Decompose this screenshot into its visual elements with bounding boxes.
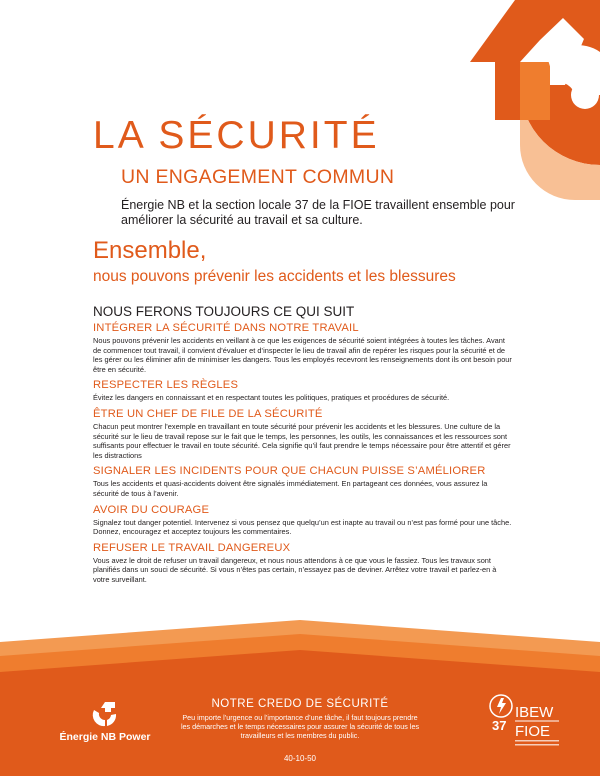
credo-text: Peu importe l’urgence ou l’importance d’une tâche, il faut toujours prendre les démarches et le temps nécessaires pour assurer la sécurité de tous les travailleurs et les membres du public. bbox=[180, 713, 420, 741]
section-body: Nous pouvons prévenir les accidents en veillant à ce que les exigences de sécurité soient intégrées à toutes les tâches. Avant de commencer tout travail, il convient d’évaluer et d’inspecter le lieu de travail afin de repérer les risques pour la sécurité et de les gérer ou les éliminer afin de minimiser les dangers. Tous les employés recevront les renseignements dont ils ont besoin pour être en sécurité. bbox=[93, 336, 512, 374]
commitment-heading: NOUS FERONS TOUJOURS CE QUI SUIT bbox=[93, 304, 355, 319]
credo-code: 40-10-50 bbox=[283, 754, 317, 763]
section-body: Vous avez le droit de refuser un travail dangereux, et nous nous attendons à ce que vous le fassiez. Tous les travaux sont planifiés dans un souci de sécurité. Si vous n’êtes pas certain, n’essayez pas de deviner. Arrêtez votre travail et parlez-en à votre surveillant. bbox=[93, 555, 497, 584]
commitments-list bbox=[93, 322, 513, 590]
section-title: AVOIR DU COURAGE bbox=[93, 503, 210, 516]
section-respect-rules bbox=[93, 379, 513, 403]
section-body: Tous les accidents et quasi-accidents doivent être signalés immédiatement. En partageant ces données, vous assurez la sécurité de tous à l’avenir. bbox=[93, 479, 488, 498]
together-subheading: nous pouvons prévenir les accidents et les blessures bbox=[93, 268, 456, 285]
section-refuse-unsafe-work bbox=[93, 542, 513, 585]
section-have-courage bbox=[93, 504, 513, 537]
credo-title: NOTRE CREDO DE SÉCURITÉ bbox=[211, 698, 389, 710]
section-safety-leader bbox=[93, 408, 513, 460]
nb-power-brand: Énergie NB Power bbox=[59, 731, 151, 743]
together-heading: Ensemble, bbox=[93, 237, 207, 264]
section-body: Chacun peut montrer l’exemple en travaillant en toute sécurité pour prévenir les accidents et les blessures. Une culture de la sécurité sur le lieu de travail repose sur le fait que le temps, les personnes, les outils, les connaissances et les ressources sont suffisants pour effectuer le travail en toute sécurité. Cela signifie qu’il faut prendre le temps nécessaire pour être attentif et gérer les distractions bbox=[93, 421, 511, 460]
section-report-incidents bbox=[93, 465, 513, 498]
union-acronym-en: IBEW bbox=[515, 704, 554, 721]
section-body: Signalez tout danger potentiel. Intervenez si vous pensez que quelqu’un est inapte au travail ou n’est pas formé pour une tâche. Donnez, encouragez et acceptez toujours les commentaires. bbox=[93, 517, 512, 537]
union-number: 37 bbox=[492, 718, 507, 733]
ibew-fioe-logo bbox=[487, 692, 562, 752]
section-title: RESPECTER LES RÈGLES bbox=[93, 379, 239, 392]
arrow-logo-graphic bbox=[400, 0, 600, 200]
section-title: ÊTRE UN CHEF DE FILE DE LA SÉCURITÉ bbox=[93, 407, 323, 420]
section-title: INTÉGRER LA SÉCURITÉ DANS NOTRE TRAVAIL bbox=[93, 322, 359, 334]
page-title: LA SÉCURITÉ bbox=[93, 114, 380, 157]
section-title: SIGNALER LES INCIDENTS POUR QUE CHACUN PUISSE S’AMÉLIORER bbox=[93, 465, 486, 478]
union-acronym-fr: FIOE bbox=[515, 723, 551, 740]
section-title: REFUSER LE TRAVAIL DANGEREUX bbox=[93, 541, 291, 554]
intro-paragraph: Énergie NB et la section locale 37 de la FIOE travaillent ensemble pour améliorer la sécurité au travail et sa culture. bbox=[121, 198, 515, 227]
page-subtitle: UN ENGAGEMENT COMMUN bbox=[121, 166, 395, 188]
section-body: Évitez les dangers en connaissant et en respectant toutes les politiques, pratiques et procédures de sécurité. bbox=[93, 393, 450, 403]
section-integrate-safety bbox=[93, 322, 513, 374]
